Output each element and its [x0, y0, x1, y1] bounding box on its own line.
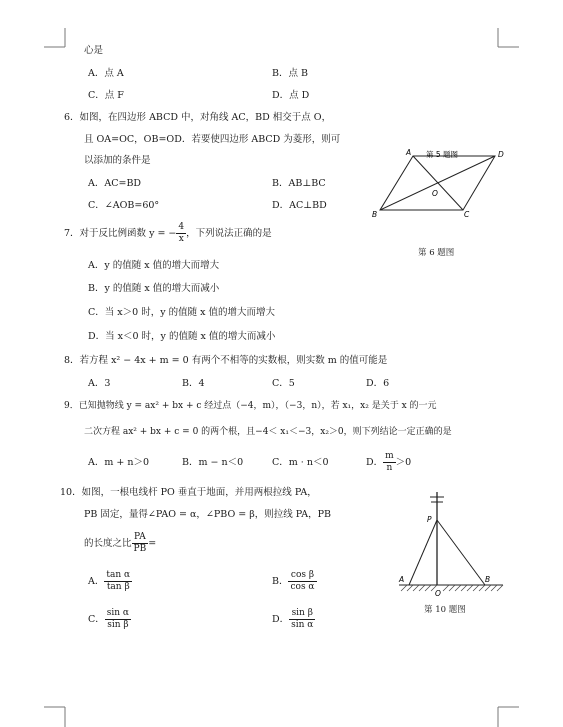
q10-option-c-fraction [105, 608, 131, 631]
q9-option-d[interactable] [366, 451, 411, 474]
q6-line-1: 6．如图，在四边形 ABCD 中，对角线 AC，BD 相交于点 O， [64, 112, 332, 123]
q10-label-b: B [485, 575, 491, 584]
crop-mark-bottom-left [44, 706, 66, 727]
q10-line-3-pre: 的长度之比 [84, 538, 132, 549]
q9-option-a[interactable]: A．m + n＞0 [88, 457, 150, 468]
q10-option-a-pre: A． [88, 576, 105, 587]
q6-line-2: 且 OA=OC，OB=OD．若要使四边形 ABCD 为菱形，则可 [84, 134, 341, 145]
q10-line-3 [84, 532, 156, 555]
q10-option-a-den: tan β [106, 582, 130, 592]
crop-mark-top-right [497, 28, 519, 48]
q10-option-c-pre: C． [88, 614, 105, 625]
q7-stem-post: ，下列说法正确的是 [186, 228, 272, 239]
q6-figure-caption: 第 6 题图 [418, 248, 455, 258]
q5-option-d[interactable]: D．点 D [272, 90, 310, 101]
q8-option-c[interactable]: C．5 [272, 378, 295, 389]
q10-option-d-den: sin α [291, 620, 314, 630]
q9-option-d-den: n [386, 463, 393, 473]
q10-option-d-pre: D． [272, 614, 290, 625]
q9-option-d-post: ＞0 [395, 457, 412, 468]
q10-line-1: 10．如图，一根电线杆 PO 垂直于地面，并用两根拉线 PA， [60, 487, 317, 498]
q10-option-a[interactable] [88, 570, 132, 593]
q10-option-a-fraction [104, 570, 132, 593]
q10-option-c-den: sin β [107, 620, 129, 630]
q6-label-c: C [464, 210, 470, 219]
q6-line-3: 以添加的条件是 [84, 155, 151, 166]
q10-figure-caption: 第 10 题图 [424, 605, 466, 615]
q6-label-b: B [372, 210, 378, 219]
q7-option-b[interactable]: B．y 的值随 x 值的增大而减小 [88, 283, 220, 294]
q10-line-2: PB 固定，量得∠PAO = α，∠PBO = β，则拉线 PA，PB [84, 509, 332, 520]
q10-option-c[interactable] [88, 608, 131, 631]
q10-line-3-post: = [148, 538, 157, 549]
q10-figure [385, 488, 510, 598]
q6-figure [370, 144, 510, 224]
q7-fraction-num: 4 [178, 222, 185, 232]
q9-option-c[interactable]: C．m · n＜0 [272, 457, 329, 468]
q5-option-b[interactable]: B．点 B [272, 68, 308, 79]
q8-option-a[interactable]: A．3 [88, 378, 111, 389]
q10-option-d-fraction [289, 608, 315, 631]
q7-fraction-den: x [178, 234, 184, 244]
q10-label-p: P [427, 515, 432, 524]
q9-option-d-pre: D． [366, 457, 384, 468]
q10-ratio-den: PB [133, 544, 147, 554]
q10-option-b-fraction [288, 570, 316, 593]
q6-diagonal-bd [380, 156, 495, 210]
q5-option-a[interactable]: A．点 A [88, 68, 124, 79]
q7-fraction [176, 222, 186, 245]
q8-option-d[interactable]: D．6 [366, 378, 390, 389]
q6-label-d: D [498, 150, 504, 159]
crop-mark-bottom-right [497, 706, 519, 727]
q6-option-a[interactable]: A．AC=BD [88, 178, 142, 189]
q8-stem: 8．若方程 x² − 4x + m = 0 有两个不相等的实数根，则实数 m 的值可能是 [64, 355, 388, 366]
q7-stem [64, 222, 272, 245]
q9-line-2: 二次方程 ax² + bx + c = 0 的两个根，且−4＜ x₁＜−3，x₂＞0，则下列结论一定正确的是 [84, 427, 452, 437]
q10-label-a: A [399, 575, 405, 584]
q10-ratio-num: PA [132, 532, 149, 544]
q6-option-c[interactable]: C．∠AOB=60° [88, 200, 160, 211]
q10-ratio-fraction [132, 532, 149, 555]
q6-label-o: O [432, 189, 438, 198]
q10-option-d-num: sin β [289, 608, 315, 620]
q10-option-c-num: sin α [106, 608, 130, 618]
q6-label-a: A [406, 148, 412, 157]
q10-option-b-num: cos β [288, 570, 316, 582]
q10-ground-hatch [401, 585, 503, 591]
q9-option-b[interactable]: B．m − n＜0 [182, 457, 244, 468]
q9-line-1: 9．已知抛物线 y = ax² + bx + c 经过点（−4，m），（−3，n），若 x₁，x₂ 是关于 x 的一元 [64, 401, 437, 411]
q6-option-d[interactable]: D．AC⊥BD [272, 200, 327, 211]
q9-option-d-num: m [385, 451, 394, 461]
q7-option-c[interactable]: C．当 x＞0 时，y 的值随 x 值的增大而增大 [88, 307, 275, 318]
q7-option-d[interactable]: D．当 x＜0 时，y 的值随 x 值的增大而减小 [88, 331, 276, 342]
q10-wire-pa [409, 520, 437, 585]
q6-option-b[interactable]: B．AB⊥BC [272, 178, 326, 189]
q10-option-a-num: tan α [106, 570, 131, 580]
q10-option-b-den: cos α [290, 582, 315, 592]
q10-option-b-pre: B． [272, 576, 289, 587]
q9-option-d-fraction [383, 451, 396, 474]
crop-mark-top-left [44, 28, 66, 48]
q10-wire-pb [437, 520, 485, 585]
q10-option-d[interactable] [272, 608, 315, 631]
q5-stem-tail: 心是 [84, 45, 104, 56]
q5-option-c[interactable]: C．点 F [88, 90, 124, 101]
q8-option-b[interactable]: B．4 [182, 378, 205, 389]
q6-figure-title: 第 5 题图 [426, 150, 459, 159]
q10-label-o: O [435, 589, 441, 598]
q7-stem-pre: 7．对于反比例函数 y = − [64, 228, 177, 239]
q10-option-b[interactable] [272, 570, 317, 593]
q7-option-a[interactable]: A．y 的值随 x 值的增大而增大 [88, 260, 220, 271]
